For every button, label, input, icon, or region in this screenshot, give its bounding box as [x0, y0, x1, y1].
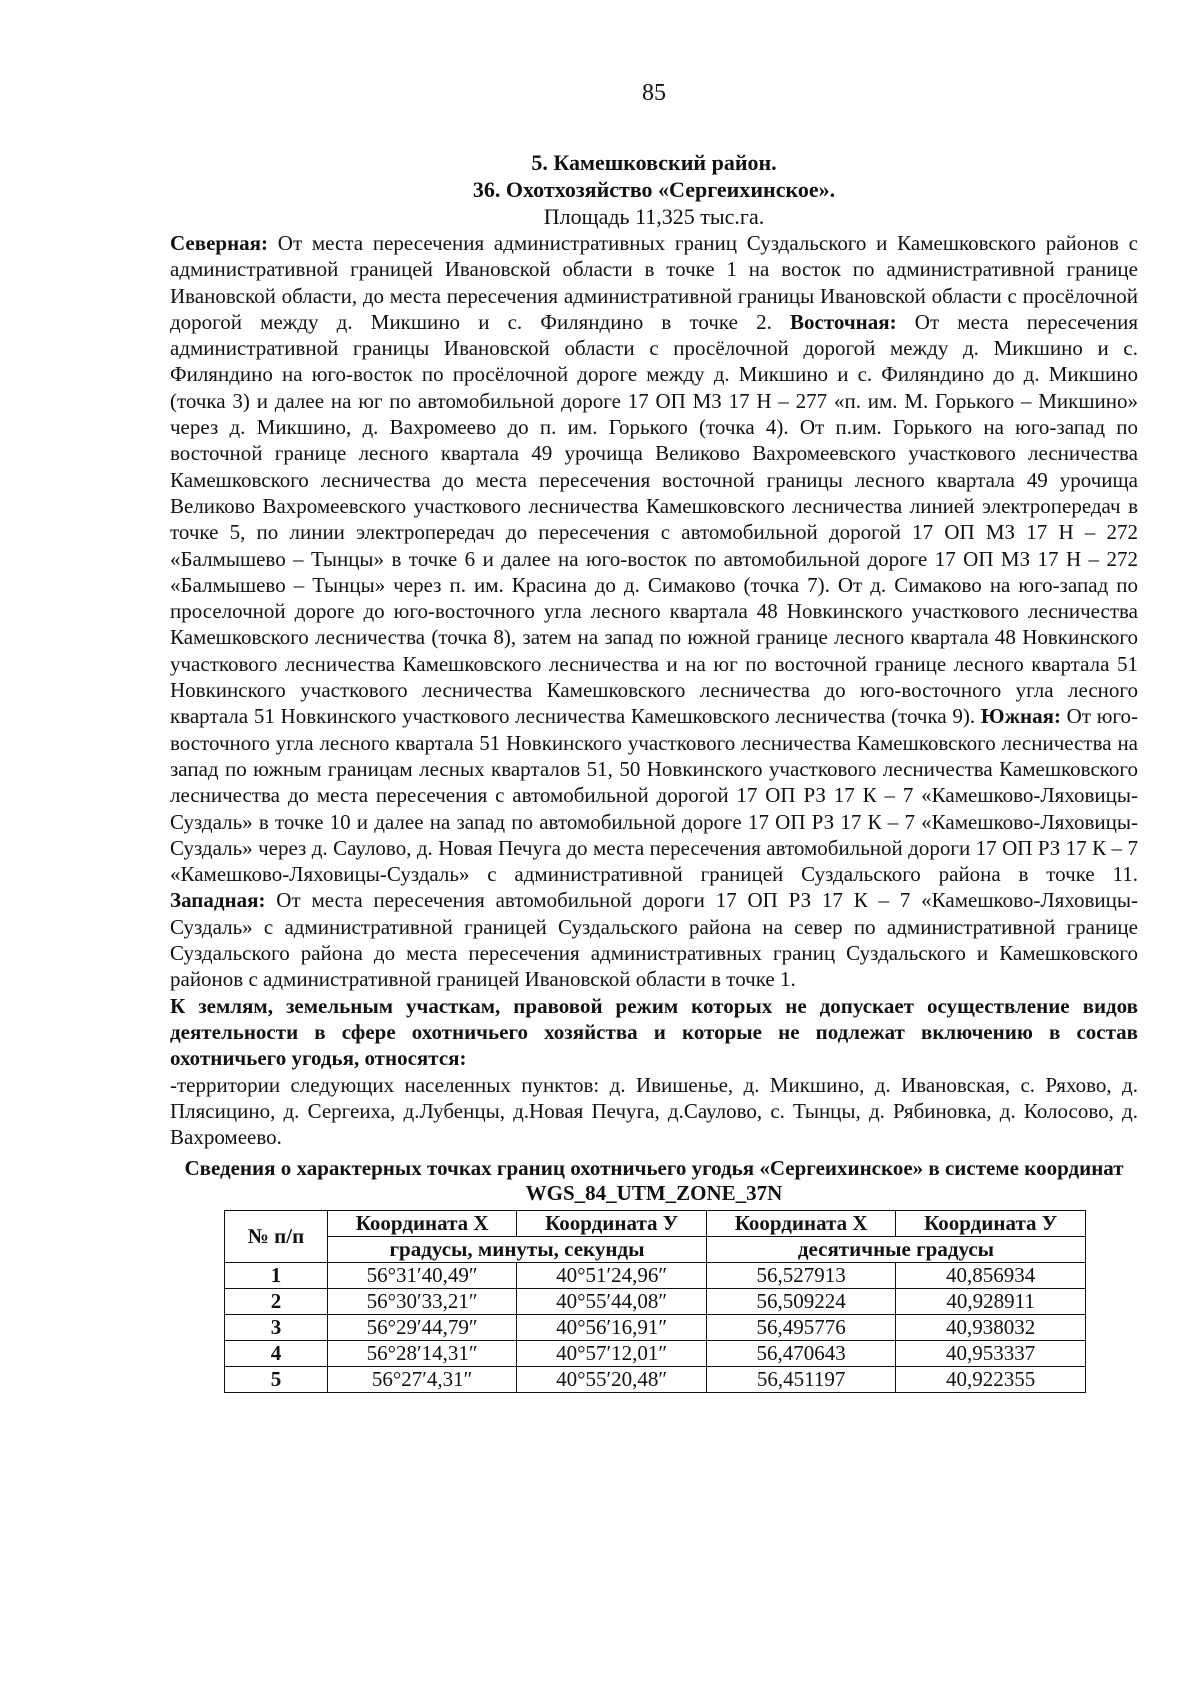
row-number: 4: [225, 1341, 328, 1367]
area-line: Площадь 11,325 тыс.га.: [543, 204, 765, 229]
restricted-lands-heading: К землям, земельным участкам, правовой режим которых не допускает осуществление видов деятельности в сфере охотничьего хозяйства и которые не подлежат включению в состав охотничьего угодья, относятся:: [170, 993, 1138, 1071]
page-number: 85: [642, 80, 666, 106]
x-dec-cell: 56,527913: [706, 1263, 895, 1289]
row-number: 5: [225, 1367, 328, 1393]
y-dms-cell: 40°55′20,48″: [517, 1367, 707, 1393]
y-dec-cell: 40,938032: [896, 1315, 1086, 1341]
x-dec-cell: 56,509224: [706, 1289, 895, 1315]
east-label: Восточная:: [790, 309, 897, 334]
col-header-y-dec: Координата У: [896, 1211, 1086, 1237]
table-caption: Сведения о характерных точках границ охотничьего угодья «Сергеихинское» в системе координат WGS_84_UTM_ZONE_37N: [184, 1156, 1124, 1206]
west-label: Западная:: [170, 888, 266, 913]
north-label: Северная:: [170, 231, 269, 255]
coordinates-table: [224, 1210, 1086, 1393]
subheader-dms: градусы, минуты, секунды: [328, 1237, 707, 1263]
y-dec-cell: 40,928911: [896, 1289, 1086, 1315]
table-row: [225, 1289, 1086, 1315]
y-dms-cell: 40°55′44,08″: [517, 1289, 707, 1315]
y-dec-cell: 40,922355: [896, 1367, 1086, 1393]
x-dms-cell: 56°31′40,49″: [328, 1263, 517, 1289]
south-label: Южная:: [980, 704, 1061, 729]
y-dms-cell: 40°57′12,01″: [517, 1341, 707, 1367]
west-text: От места пересечения автомобильной дороги 17 ОП РЗ 17 К – 7 «Камешково-Ляховицы-Суздаль» с административной границей Суздальского района на север по административной границе Суздальского района до места пересечения административных границ Суздальского и Камешковского районов с административной границей Ивановской области в точке 1.: [170, 888, 1138, 992]
table-row: [225, 1315, 1086, 1341]
x-dms-cell: 56°28′14,31″: [328, 1341, 517, 1367]
col-header-x-dms: Координата X: [328, 1211, 517, 1237]
north-text: От места пересечения административных границ Суздальского и Камешковского районов с административной границей Ивановской области в точке 1 на восток по административной границе Ивановской области, до места пересечения административной границы Ивановской области с просёлочной дорогой между д. Микшино и с. Филяндино в точке 2.: [170, 231, 1138, 334]
y-dec-cell: 40,953337: [896, 1341, 1086, 1367]
x-dec-cell: 56,495776: [706, 1315, 895, 1341]
col-header-number: № п/п: [225, 1211, 328, 1263]
row-number: 3: [225, 1315, 328, 1341]
x-dec-cell: 56,470643: [706, 1341, 895, 1367]
district-heading: 5. Камешковский район.: [531, 150, 777, 175]
x-dms-cell: 56°30′33,21″: [328, 1289, 517, 1315]
y-dms-cell: 40°51′24,96″: [517, 1263, 707, 1289]
east-text: От места пересечения административной границы Ивановской области с просёлочной дорогой между д. Микшино и с. Филяндино на юго-восток по просёлочной дороге между д. Микшино и с. Филяндино до д. Микшино (точка 3) и далее на юг по автомобильной дороге 17 ОП МЗ 17 Н – 277 «п. им. М. Горького – Микшино» через д. Микшино, д. Вахромеево до п. им. Горького (точка 4). От п.им. Горького на юго-запад по восточной границе лесного квартала 49 урочища Великово Вахромеевского участкового лесничества Камешковского лесничества до места пересечения восточной границы лесного квартала 49 урочища Великово Вахромеевского участкового лесничества Камешковского лесничества линией электропередач в точке 5, по линии электропередач до пересечения с автомобильной дорогой 17 ОП МЗ 17 Н – 272 «Балмышево – Тынцы» в точке 6 и далее на юго-восток по автомобильной дороге 17 ОП МЗ 17 Н – 272 «Балмышево – Тынцы» через п. им. Красина до д. Симаково (точка 7). От д. Симаково на юго-запад по проселочной дороге до юго-восточного угла лесного квартала 48 Новкинского участкового лесничества Камешковского лесничества (точка 8), затем на запад по южной границе лесного квартала 48 Новкинского участкового лесничества Камешковского лесничества и на юг по восточной границе лесного квартала 51 Новкинского участкового лесничества Камешковского лесничества до юго-восточного угла лесного квартала 51 Новкинского участкового лесничества Камешковского лесничества (точка 9).: [170, 309, 1138, 729]
col-header-x-dec: Координата X: [706, 1211, 895, 1237]
y-dms-cell: 40°56′16,91″: [517, 1315, 707, 1341]
table-row: [225, 1341, 1086, 1367]
restricted-lands-text: -территории следующих населенных пунктов: д. Ивишенье, д. Микшино, д. Ивановская, с. Ряхово, д. Плясицино, д. Сергеиха, д.Лубенцы, д.Новая Печуга, д.Саулово, с. Тынцы, д. Рябиновка, д. Колосово, д. Вахромеево.: [170, 1072, 1138, 1150]
document-page: [170, 70, 1138, 1393]
x-dec-cell: 56,451197: [706, 1367, 895, 1393]
x-dms-cell: 56°29′44,79″: [328, 1315, 517, 1341]
table-row: [225, 1263, 1086, 1289]
table-row: [225, 1367, 1086, 1393]
x-dms-cell: 56°27′4,31″: [328, 1367, 517, 1393]
row-number: 2: [225, 1289, 328, 1315]
south-text: От юго-восточного угла лесного квартала 51 Новкинского участкового лесничества Камешковского лесничества на запад по южным границам лесных кварталов 51, 50 Новкинского участкового лесничества Камешковского лесничества до места пересечения с автомобильной дорогой 17 ОП РЗ 17 К – 7 «Камешково-Ляховицы-Суздаль» в точке 10 и далее на запад по автомобильной дороге 17 ОП РЗ 17 К – 7 «Камешково-Ляховицы-Суздаль» через д. Саулово, д. Новая Печуга до места пересечения автомобильной дороги 17 ОП РЗ 17 К – 7 «Камешково-Ляховицы-Суздаль» с административной границей Суздальского района в точке 11.: [170, 704, 1138, 887]
subheader-decimal: десятичные градусы: [706, 1237, 1085, 1263]
col-header-y-dms: Координата У: [517, 1211, 707, 1237]
row-number: 1: [225, 1263, 328, 1289]
farm-heading: 36. Охотхозяйство «Сергеихинское».: [472, 177, 836, 202]
border-description: [170, 230, 1138, 993]
y-dec-cell: 40,856934: [896, 1263, 1086, 1289]
